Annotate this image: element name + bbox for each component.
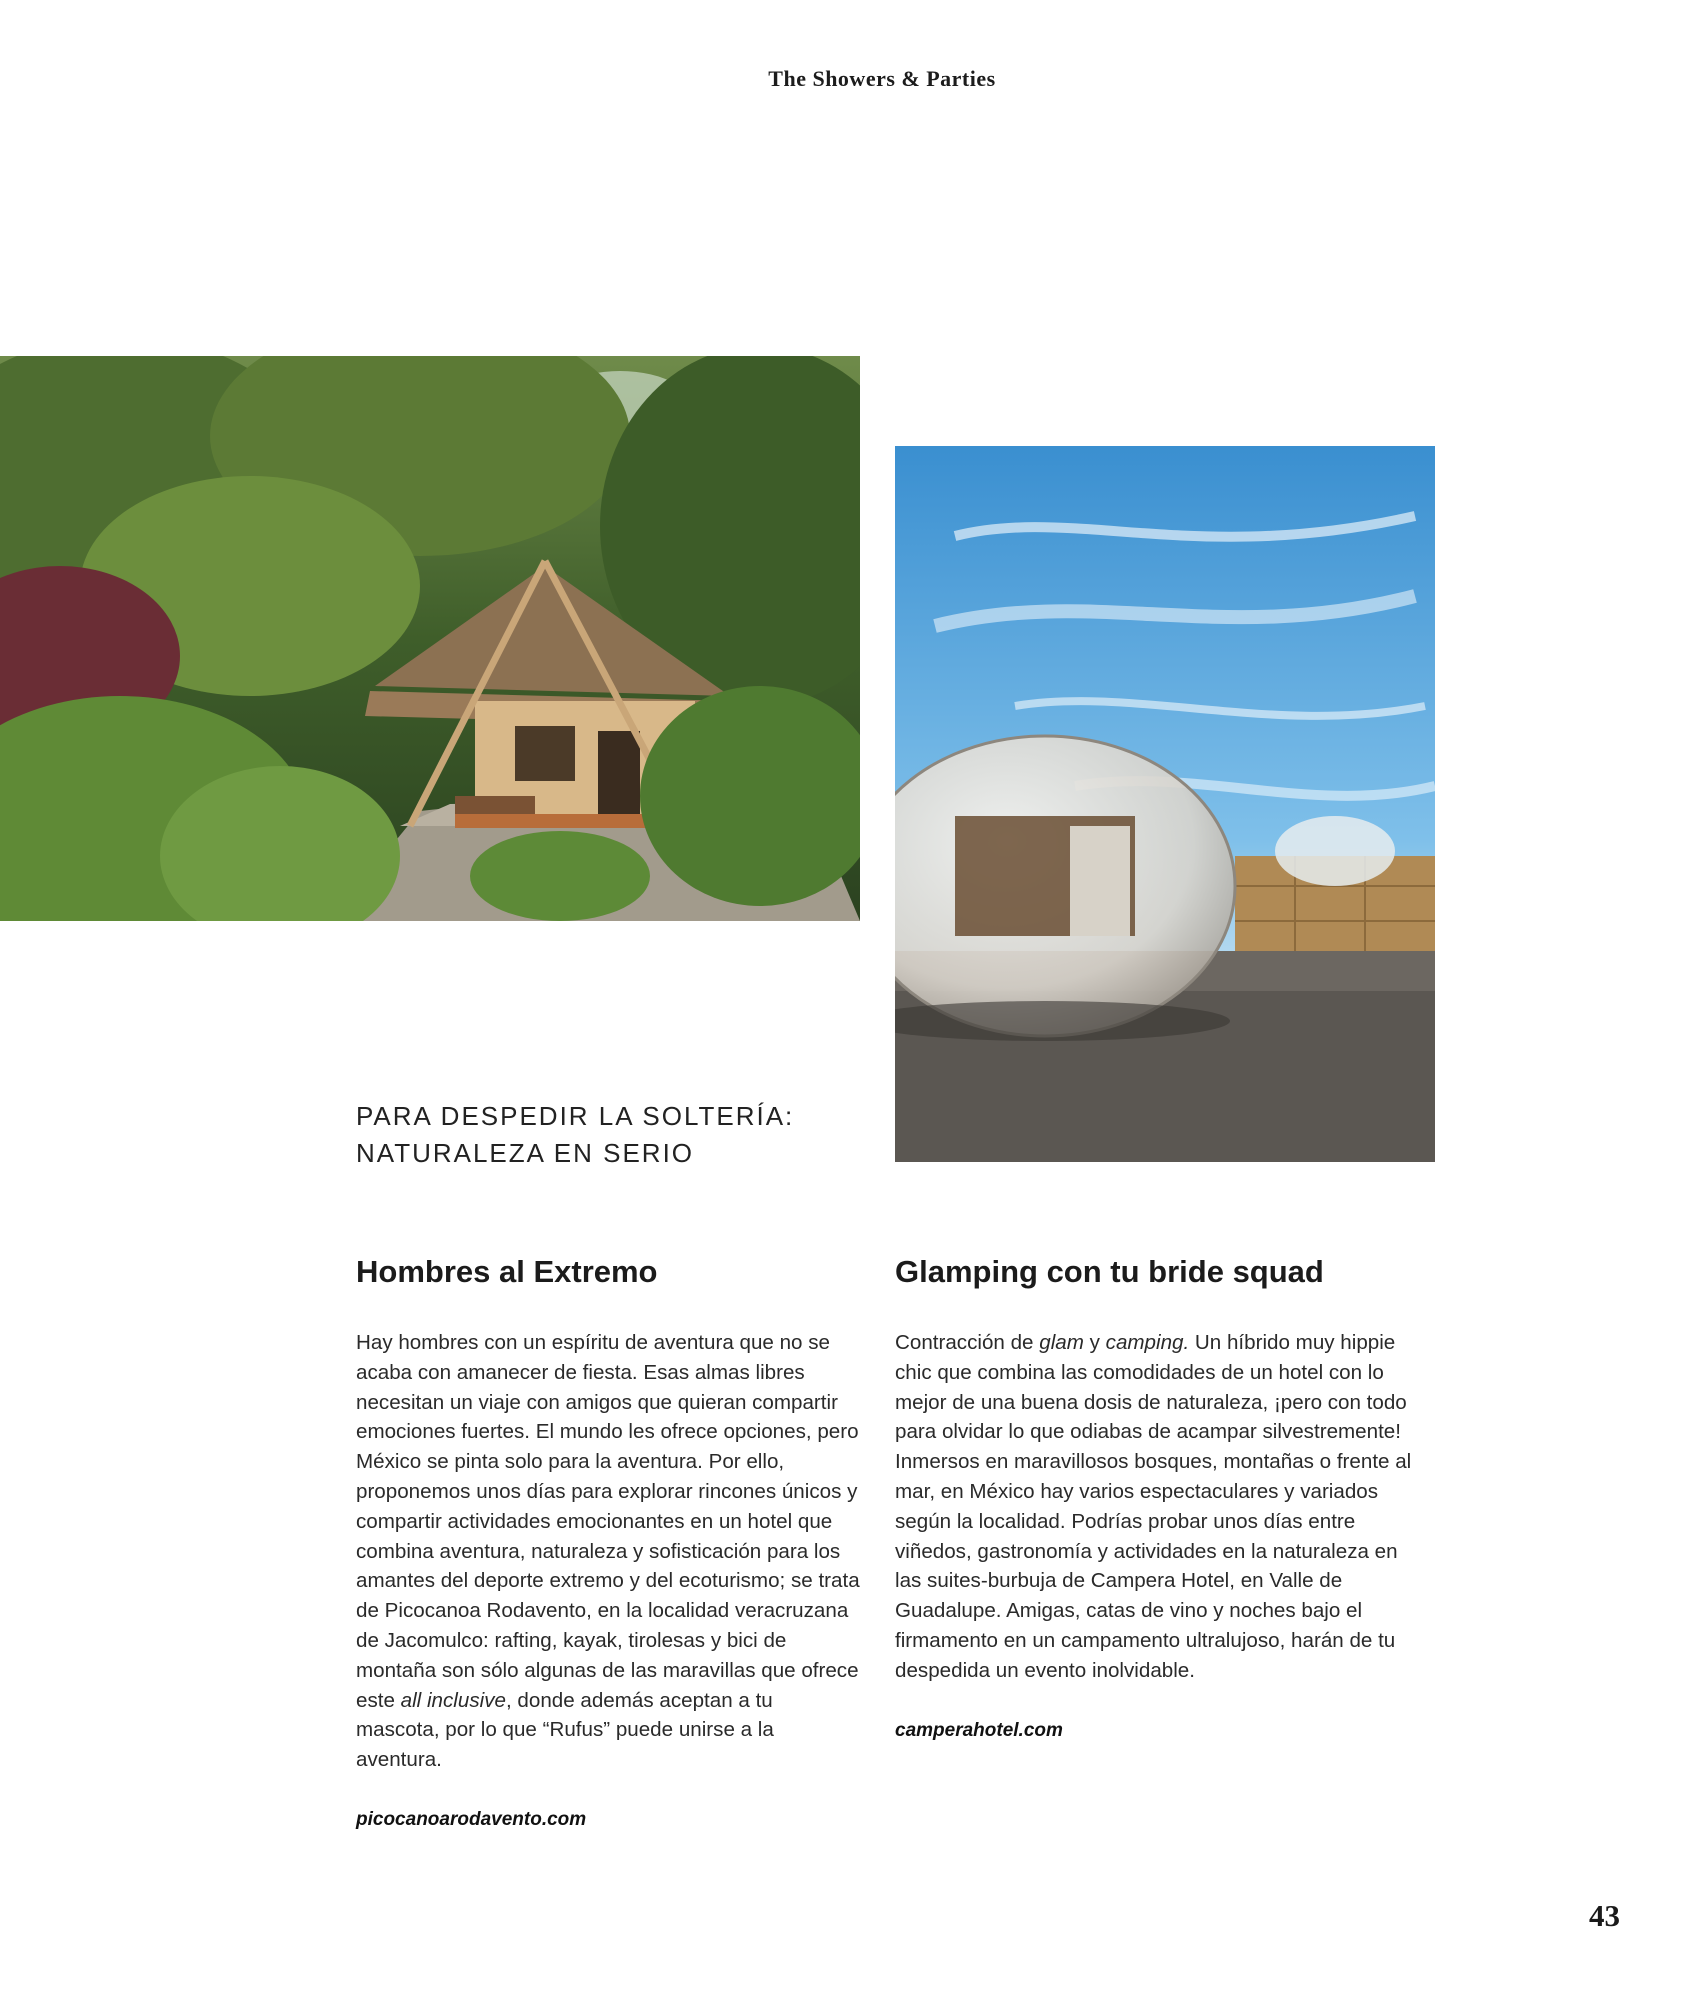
body-emphasis: camping. [1105,1331,1190,1354]
article-body [895,1328,1415,1686]
body-text: Un híbrido muy hippie chic que combina las comodidades de un hotel con lo mejor de una buena dosis de naturaleza, ¡pero con todo para olvidar lo que odiabas de acampar silvestremente! Inmersos en maravillosos bosques, montañas o frente al mar, en México hay varios espectaculares y variados según la localidad. Podrías probar unos días entre viñedos, gastronomía y actividades en la naturaleza en las suites-burbuja de Campera Hotel, en Valle de Guadalupe. Amigas, catas de vino y noches bajo el firmamento en un campamento ultralujoso, harán de tu despedida un evento inolvidable. [895,1331,1412,1682]
website-link[interactable]: picocanoarodavento.com [356,1808,587,1830]
article-title: Hombres al Extremo [356,1254,658,1289]
body-text: , donde además aceptan a tu mascota, por lo que “Rufus” puede unirse a la aventura. [356,1688,774,1772]
page-number: 43 [1589,1898,1620,1933]
kicker-line-2: NATURALEZA EN SERIO [356,1138,695,1168]
article-body [356,1328,861,1775]
article-glamping [895,1252,1415,1745]
running-head: The Showers & Parties [768,66,996,91]
article-title: Glamping con tu bride squad [895,1254,1324,1289]
tent-in-jungle-photo [0,356,860,921]
kicker-line-1: PARA DESPEDIR LA SOLTERÍA: [356,1101,795,1131]
website-link[interactable]: camperahotel.com [895,1719,1063,1741]
bubble-suite-photo [895,446,1435,1162]
body-text: Hay hombres con un espíritu de aventura que no se acaba con amanecer de fiesta. Esas almas libres necesitan un viaje con amigos que quieran compartir emociones fuertes. El mundo les ofrece opciones, pero México se pinta solo para la aventura. Por ello, proponemos unos días para explorar rincones únicos y compartir actividades emocionantes en un hotel que combina aventura, naturaleza y sofisticación para los amantes del deporte extremo y del ecoturismo; se trata de Picocanoa Rodavento, en la localidad veracruzana de Jacomulco: rafting, kayak, tirolesas y bici de montaña son sólo algunas de las maravillas que ofrece este [356,1331,860,1712]
body-emphasis: glam [1039,1331,1084,1354]
section-kicker [356,1098,836,1172]
body-emphasis: all inclusive [400,1688,506,1712]
body-text: y [1083,1331,1106,1354]
article-hombres-al-extremo [356,1252,861,1835]
body-text: Contracción de [895,1331,1040,1354]
